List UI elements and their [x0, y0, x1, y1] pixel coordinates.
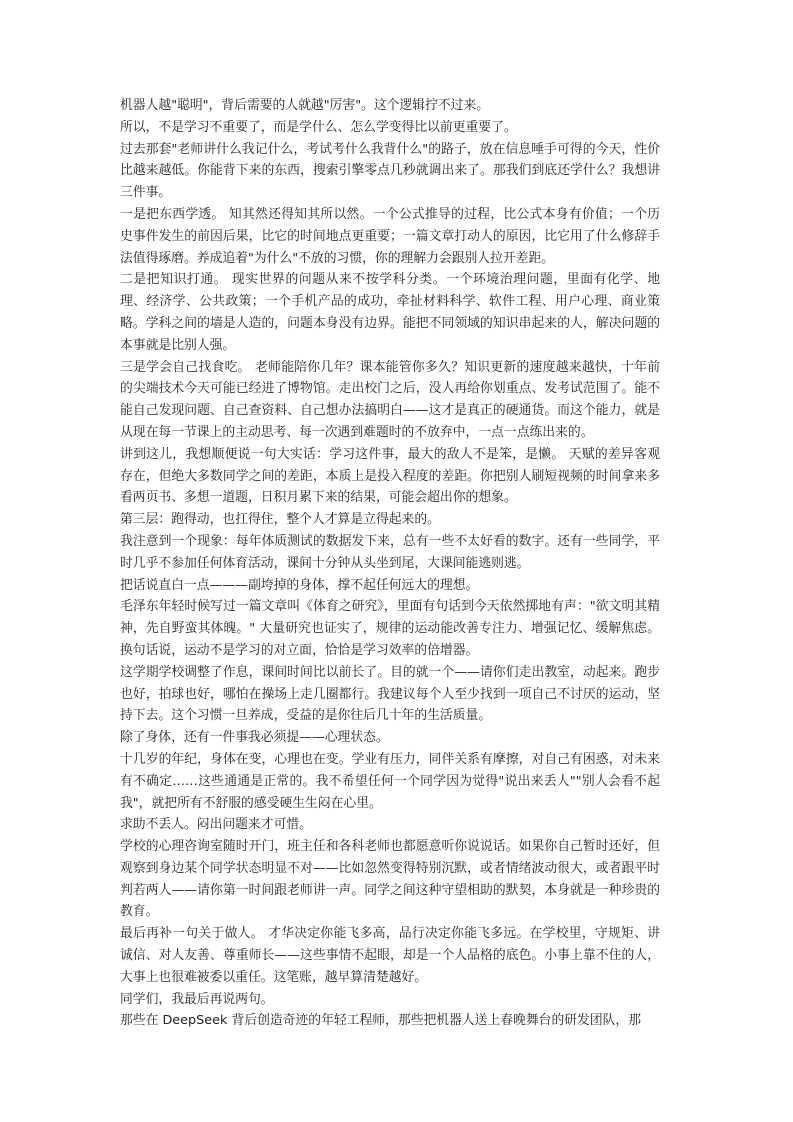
paragraph: 第三层：跑得动，也扛得住，整个人才算是立得起来的。 [120, 512, 440, 528]
paragraph: 除了身体，还有一件事我必须提——心理状态。 [120, 730, 389, 746]
paragraph: 讲到这儿，我想顺便说一句大实话：学习这件事，最大的敌人不是笨，是懒。 天赋的差异客观存在，但绝大多数同学之间的差距，本质上是投入程度的差距。你把别人刷短视频的时间拿来多看两页书、多想一道题，日积月累下来的结果，可能会超出你的想象。 [120, 446, 660, 506]
paragraph: 这学期学校调整了作息，课间时间比以前长了。目的就一个——请你们走出教室，动起来。跑步也好，拍球也好，哪怕在操场上走几圈都行。我建议每个人至少找到一项自己不讨厌的运动，坚持下去。这个习惯一旦养成，受益的是你往后几十年的生活质量。 [120, 664, 660, 724]
paragraph: 三是学会自己找食吃。 老师能陪你几年？课本能管你多久？知识更新的速度越来越快，十年前的尖端技术今天可能已经进了博物馆。走出校门之后，没人再给你划重点、发考试范围了。能不能自己发现问题、自己查资料、自己想办法搞明白——这才是真正的硬通货。而这个能力，就是从现在每一节课上的主动思考、每一次遇到难题时的不放弃中，一点一点练出来的。 [120, 359, 660, 440]
paragraph: 十几岁的年纪，身体在变，心理也在变。学业有压力，同伴关系有摩擦，对自己有困惑，对未来有不确定……这些通通是正常的。我不希望任何一个同学因为觉得"说出来丢人""别人会看不起我"，就把所有不舒服的感受硬生生闷在心里。 [120, 751, 660, 811]
paragraph: 毛泽东年轻时候写过一篇文章叫《体育之研究》，里面有句话到今天依然掷地有声："欲文明其精神，先自野蛮其体魄。" 大量研究也证实了，规律的运动能改善专注力、增强记忆、缓解焦虑。换句话说，运动不是学习的对立面，恰恰是学习效率的倍增器。 [120, 599, 660, 658]
paragraph: 一是把东西学透。 知其然还得知其所以然。一个公式推导的过程，比公式本身有价值；一个历史事件发生的前因后果，比它的时间地点更重要；一篇文章打动人的原因，比它用了什么修辞手法值得琢磨。养成追着"为什么"不放的习惯，你的理解力会跟别人拉开差距。 [120, 206, 660, 266]
paragraph: 把话说直白一点———副垮掉的身体，撑不起任何远大的理想。 [120, 577, 479, 593]
paragraph: 求助不丢人。闷出问题来才可惜。 [120, 817, 312, 833]
paragraph: 最后再补一句关于做人。 才华决定你能飞多高，品行决定你能飞多远。在学校里，守规矩、讲诚信、对人友善、尊重师长——这些事情不起眼，却是一个人品格的底色。小事上靠不住的人，大事上也很难被委以重任。这笔账，越早算清楚越好。 [120, 926, 660, 985]
paragraph: 同学们，我最后再说两句。 [120, 991, 274, 1007]
paragraph: 过去那套"老师讲什么我记什么，考试考什么我背什么"的路子，放在信息唾手可得的今天，性价比越来越低。你能背下来的东西，搜索引擎零点几秒就调出来了。那我们到底还学什么？我想讲三件事。 [120, 141, 660, 201]
paragraph: 机器人越"聪明"，背后需要的人就越"厉害"。这个逻辑拧不过来。 [120, 98, 490, 113]
paragraph: 所以，不是学习不重要了，而是学什么、怎么学变得比以前更重要了。 [120, 119, 517, 135]
paragraph: 二是把知识打通。 现实世界的问题从来不按学科分类。一个环境治理问题，里面有化学、地理、经济学、公共政策；一个手机产品的成功，牵扯材料科学、软件工程、用户心理、商业策略。学科之间的墙是人造的，问题本身没有边界。能把不同领域的知识串起来的人，解决问题的本事就是比别人强。 [120, 272, 660, 353]
paragraph: 学校的心理咨询室随时开门，班主任和各科老师也都愿意听你说说话。如果你自己暂时还好，但观察到身边某个同学状态明显不对——比如忽然变得特别沉默，或者情绪波动很大，或者跟平时判若两人——请你第一时间跟老师讲一声。同学之间这种守望相助的默契，本身就是一种珍贵的教育。 [120, 839, 660, 920]
paragraph: 那些在 DeepSeek 背后创造奇迹的年轻工程师，那些把机器人送上春晚舞台的研发团队，那 [120, 1013, 642, 1029]
document-body [120, 95, 660, 1032]
paragraph: 我注意到一个现象：每年体质测试的数据发下来，总有一些不太好看的数字。还有一些同学，平时几乎不参加任何体育活动，课间十分钟从头坐到尾，大课间能逃则逃。 [120, 533, 660, 571]
